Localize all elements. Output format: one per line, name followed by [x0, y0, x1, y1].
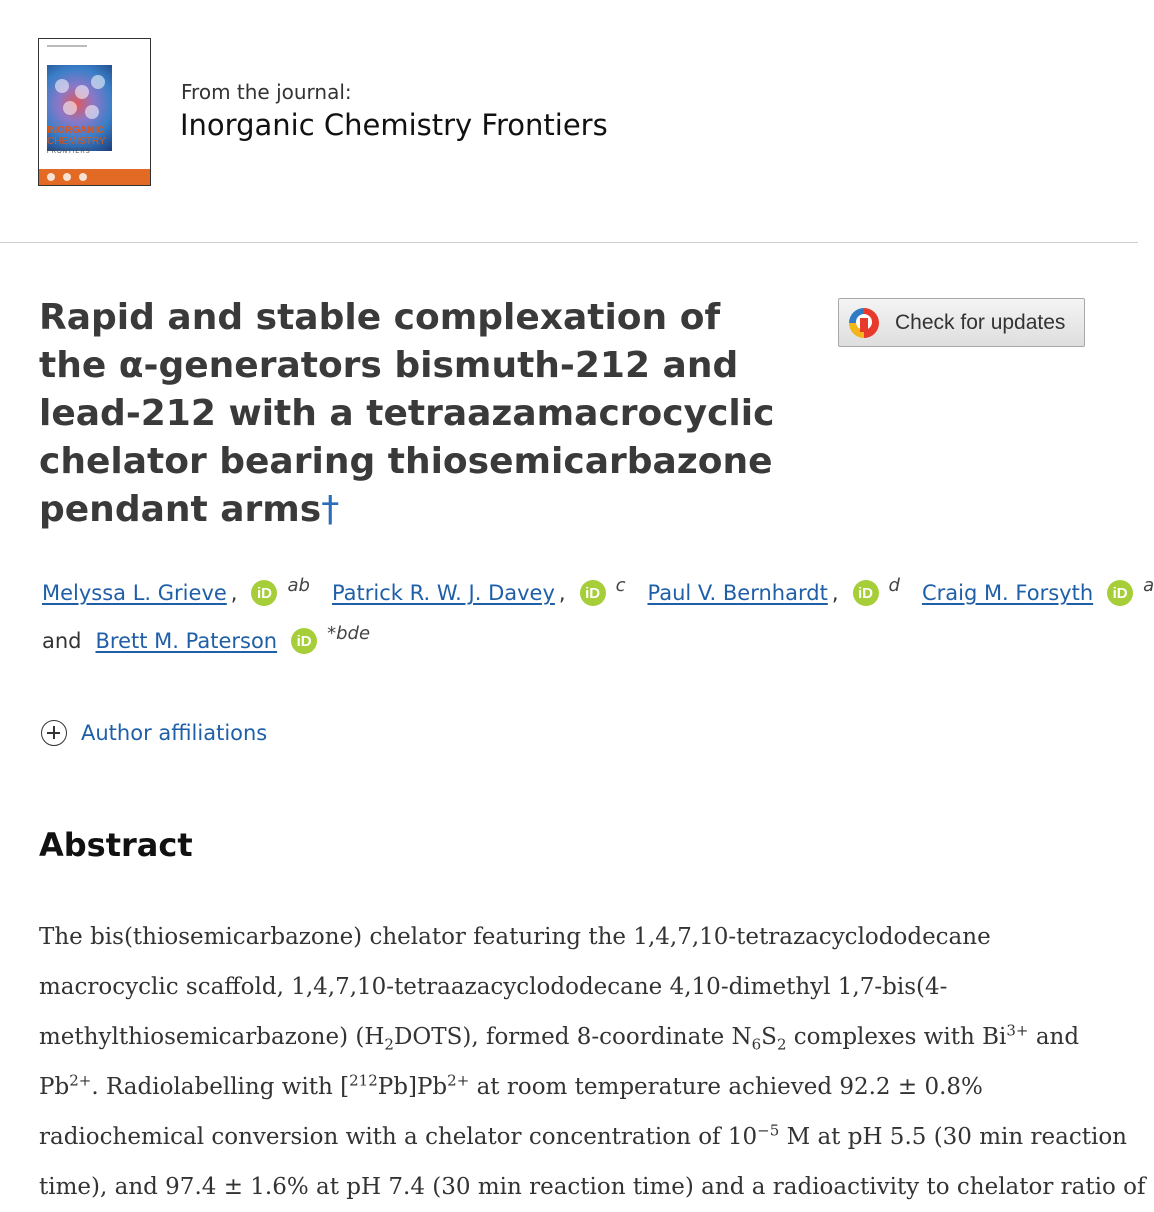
abstract-text [39, 912, 1146, 1212]
journal-header [0, 0, 1138, 244]
author-affiliations-toggle[interactable] [41, 720, 267, 746]
author-affiliation-marker: *bde [327, 622, 371, 644]
orcid-icon[interactable]: iD [853, 580, 879, 606]
abstract-line: time), and 97.4 ± 1.6% at pH 7.4 (30 min reaction time) and a radioactivity to chelator ratio of [39, 1174, 1146, 1200]
orcid-icon[interactable]: iD [291, 628, 317, 654]
cover-topline [47, 45, 87, 47]
header-divider [0, 242, 1138, 243]
cover-title [47, 125, 147, 158]
crossmark-icon [849, 308, 879, 338]
from-journal-label: From the journal: [181, 80, 352, 104]
cover-title-line1: INORGANIC [47, 125, 105, 136]
author-link[interactable]: Patrick R. W. J. Davey [331, 581, 555, 605]
abstract-line: methylthiosemicarbazone) $(H_2DOTS)$, formed 8-coordinate $N_6S_2$ complexes with $Bi^{3+}$ and [39, 1021, 1080, 1054]
author-link[interactable]: Craig M. Forsyth [921, 581, 1094, 605]
orcid-icon[interactable]: iD [1107, 580, 1133, 606]
author-affiliation-marker: c [615, 574, 626, 596]
article-title [39, 294, 799, 534]
cover-title-line2: CHEMISTRY [47, 136, 106, 147]
journal-name[interactable]: Inorganic Chemistry Frontiers [180, 108, 608, 142]
abstract-line: The bis(thiosemicarbazone) chelator featuring the 1,4,7,10-tetrazacyclododecane [39, 924, 991, 950]
abstract-line: radiochemical conversion with a chelator concentration of $10^{-5}$ M at pH 5.5 (30 min reaction [39, 1121, 1127, 1150]
author-joiner: and [42, 629, 82, 653]
author-affiliation-marker: d [888, 574, 900, 596]
check-for-updates-button[interactable] [838, 298, 1085, 347]
cover-title-line3: FRONTIERS [47, 149, 91, 155]
article-title-text: Rapid and stable complexation of the α-generators bismuth-212 and lead-212 with a tetraazamacrocyclic chelator bearing thiosemicarbazone pendant arms [39, 297, 775, 530]
author-affiliation-marker: ab [287, 574, 310, 596]
journal-cover-image[interactable] [38, 38, 151, 186]
check-for-updates-label: Check for updates [895, 310, 1066, 334]
author-link[interactable]: Paul V. Bernhardt [647, 581, 828, 605]
author-affiliation-marker: a [1143, 574, 1154, 596]
abstract-line: $Pb^{2+}$. Radiolabelling with $[^{212}Pb]Pb^{2+}$ at room temperature achieved 92.2 ± 0.8% [39, 1071, 983, 1100]
cover-footer-bar [39, 169, 150, 185]
author-line-2 [42, 622, 371, 654]
orcid-icon[interactable]: iD [580, 580, 606, 606]
author-link[interactable]: Melyssa L. Grieve [42, 581, 227, 605]
abstract-line: macrocyclic scaffold, 1,4,7,10-tetraazacyclododecane 4,10-dimethyl 1,7-bis(4- [39, 974, 948, 1000]
expand-plus-icon [41, 720, 67, 746]
orcid-icon[interactable]: iD [251, 580, 277, 606]
esi-dagger-link[interactable]: † [321, 489, 340, 530]
author-affiliations-label: Author affiliations [81, 721, 268, 745]
author-link[interactable]: Brett M. Paterson [95, 629, 278, 653]
author-line-1: Melyssa L. Grieve , iD ab Patrick R. W. J. Davey , iD c Paul V. Bernhardt , iD d Craig M. Forsyth iD a [42, 574, 1154, 605]
abstract-heading: Abstract [39, 826, 193, 864]
